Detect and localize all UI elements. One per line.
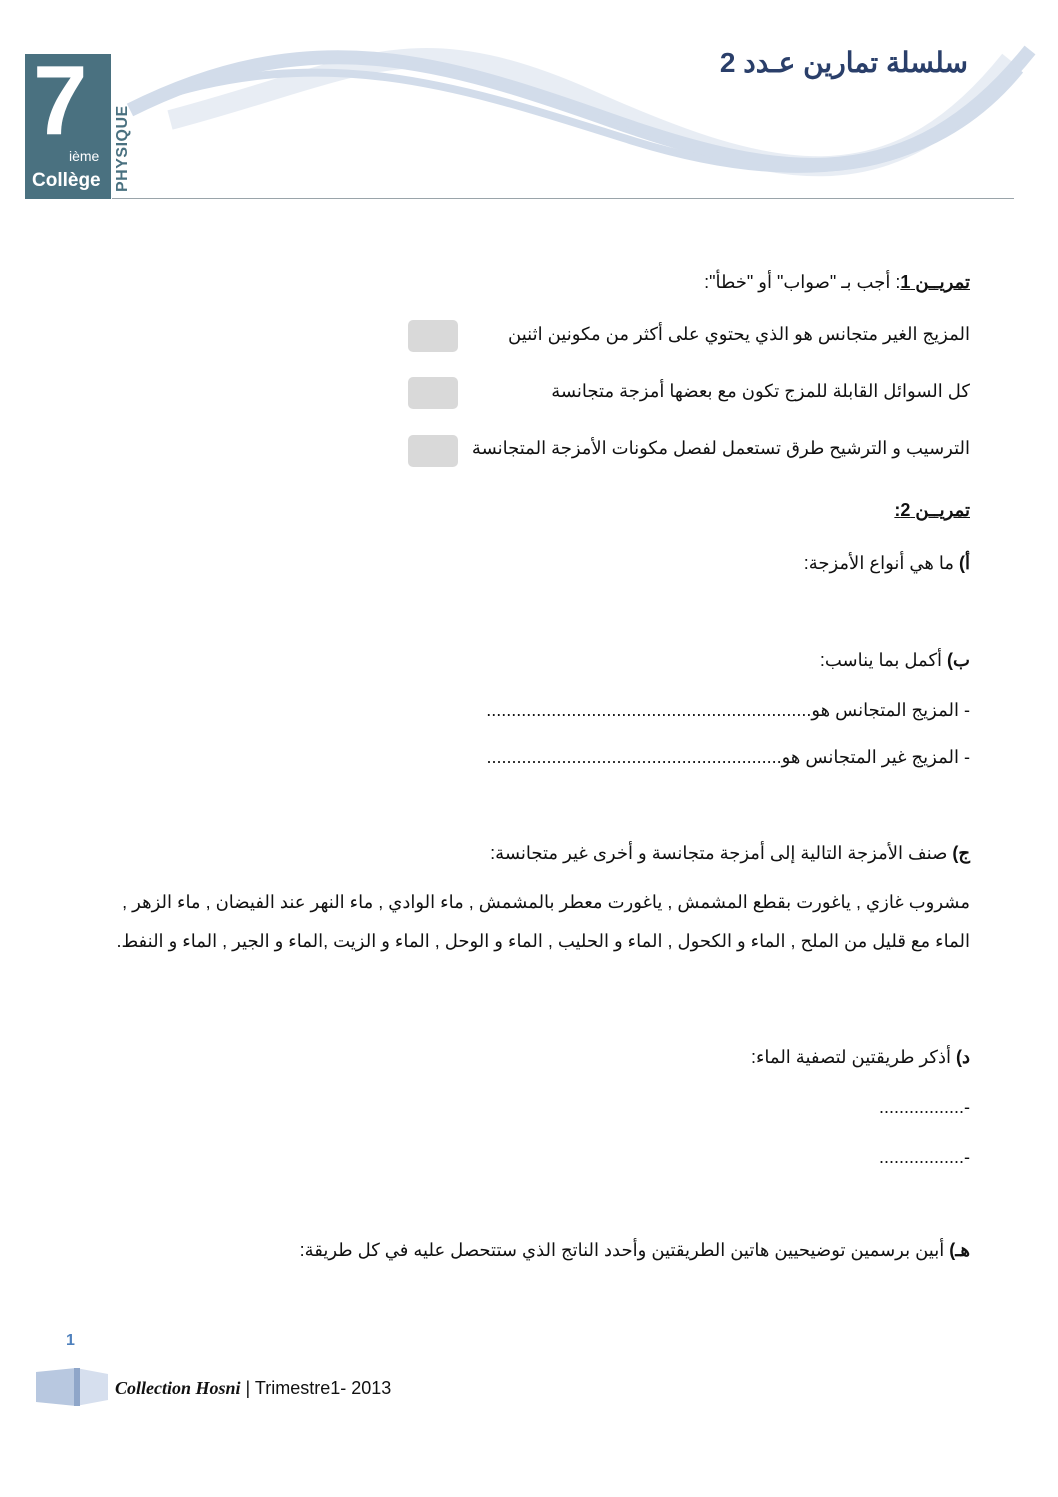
true-false-item: المزيج الغير متجانس هو الذي يحتوي على أكثر من مكونين اثنين [508, 324, 970, 344]
grade-logo [25, 54, 111, 199]
question-text: صنف الأمزجة التالية إلى أمزجة متجانسة و أخرى غير متجانسة: [490, 843, 953, 863]
question-a [804, 551, 970, 575]
footer-book-icon [36, 1366, 108, 1408]
fill-line[interactable]: -................. [878, 1097, 970, 1117]
page-number: 1 [66, 1332, 75, 1349]
exercise-1-heading [704, 270, 970, 294]
logo-school: Collège [32, 170, 101, 191]
question-d [751, 1045, 970, 1069]
footer-text [115, 1376, 391, 1400]
question-text: أذكر طريقتين لتصفية الماء: [750, 1047, 956, 1067]
answer-box[interactable] [408, 320, 458, 352]
logo-suffix: ième [69, 148, 100, 164]
fill-line[interactable]: -................. [878, 1147, 970, 1167]
header-divider [112, 198, 1014, 199]
question-b [820, 648, 970, 672]
question-text: ما هي أنواع الأمزجة: [803, 553, 959, 573]
question-text: أكمل بما يناسب: [819, 650, 948, 670]
question-c [490, 841, 970, 865]
question-letter: ج) [952, 843, 970, 863]
question-text: أبين برسمين توضيحيين هاتين الطريقتين وأحدد الناتج الذي ستتحصل عليه في كل طريقة: [299, 1240, 950, 1260]
subject-label: PHYSIQUE [114, 105, 131, 192]
true-false-item: كل السوائل القابلة للمزج تكون مع بعضها أمزجة متجانسة [551, 381, 970, 401]
page-title: سلسلة تمارين عـدد 2 [719, 47, 968, 78]
logo-number: 7 [33, 54, 88, 155]
footer-separator: | [240, 1378, 255, 1398]
question-letter: هـ) [949, 1240, 970, 1260]
answer-box[interactable] [408, 377, 458, 409]
exercise-1-label: تمريــن 1 [900, 272, 970, 292]
fill-line[interactable]: - المزيج المتجانس هو................................................................. [486, 700, 970, 720]
answer-box[interactable] [408, 435, 458, 467]
exercise-2-heading: تمريــن 2: [894, 500, 970, 520]
fill-line[interactable]: - المزيج غير المتجانس هو........................................................... [486, 747, 970, 767]
term-label: Trimestre1- 2013 [254, 1378, 392, 1398]
exercise-1-instruction: : أجب بـ "صواب" أو "خطأ": [704, 272, 901, 292]
question-letter: ب) [947, 650, 970, 670]
mixtures-list: الماء مع قليل من الملح , الماء و الكحول , الماء و الحليب , الماء و الوحل , الماء و الزيت ,الماء و الجير , الماء و النفط. [116, 931, 970, 951]
collection-name: Collection Hosni [115, 1378, 241, 1398]
exercise-2-label: تمريــن 2 [900, 500, 970, 520]
question-e [300, 1238, 970, 1262]
mixtures-list: مشروب غازي , ياغورت بقطع المشمش , ياغورت معطر بالمشمش , ماء الوادي , ماء النهر عند الفيضان , ماء الزهر , [122, 892, 970, 912]
true-false-item: الترسيب و الترشيح طرق تستعمل لفصل مكونات الأمزجة المتجانسة [471, 438, 970, 458]
question-letter: أ) [959, 553, 970, 573]
question-letter: د) [955, 1047, 970, 1067]
